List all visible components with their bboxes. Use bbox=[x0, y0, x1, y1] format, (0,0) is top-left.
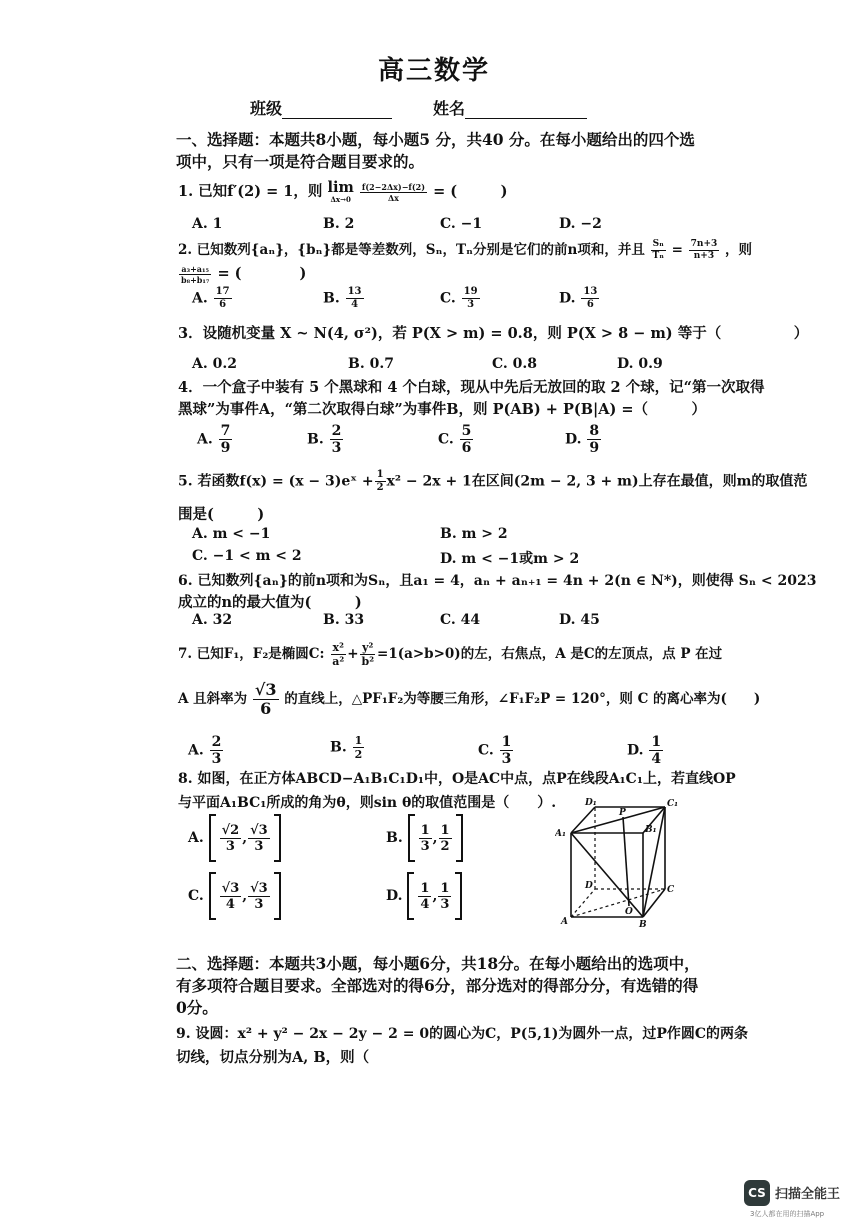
section2-heading: 二、选择题：本题共3小题，每小题6分，共18分。在每小题给出的选项中，有多项符合题目要求。全部选对的得6分，部分选对的得部分分，有选错的得0分。 bbox=[176, 954, 700, 1017]
label-o: O bbox=[625, 907, 633, 917]
q7-option-d[interactable]: D. $\frac{1}{4}$ bbox=[627, 734, 662, 767]
line-a1-b bbox=[571, 833, 643, 917]
q8-option-c[interactable]: C. $\frac{√3}{4}$ , $\frac{√3}{3}$ bbox=[188, 872, 281, 920]
watermark-subtitle: 3亿人都在用的扫描App bbox=[750, 1210, 825, 1218]
label-a1: A₁ bbox=[555, 829, 566, 839]
q6-option-a[interactable]: A. 32 bbox=[192, 612, 233, 628]
label-b: B bbox=[639, 920, 647, 928]
q4-option-b[interactable]: B. $\frac{2}{3}$ bbox=[307, 423, 342, 456]
q1-option-b[interactable]: B. 2 bbox=[323, 216, 355, 232]
q4-option-a[interactable]: A. $\frac{7}{9}$ bbox=[197, 423, 231, 456]
class-blank bbox=[282, 102, 392, 119]
question-1: 1. 已知f′(2) = 1，则 lim Δx→0 $\frac{f(2-2\Delta x)-f(2)}{\Delta x}$ = ( ) bbox=[178, 179, 508, 204]
question-8-line2: 与平面A₁BC₁所成的角为θ，则sin θ的取值范围是（ ）. bbox=[178, 795, 557, 811]
line-c1-b bbox=[643, 807, 665, 917]
q1-option-c[interactable]: C. −1 bbox=[440, 216, 483, 232]
q8-option-d[interactable]: D. $\frac{1}{4}$ , $\frac{1}{3}$ bbox=[386, 872, 462, 920]
question-5: 5. 若函数f(x) = (x − 3)eˣ + $\frac{1}{2}$ x² − 2x + 1在区间(2m − 2, 3 + m)上存在最值，则m的取值范 bbox=[178, 469, 808, 493]
question-2-line2: $\frac{\text{a₃+a₁₅}}{\text{b₈+b₁₇}}$ = ( ) bbox=[181, 263, 307, 285]
question-6-line2: 成立的n的最大值为( ) bbox=[178, 594, 362, 611]
q2-option-c[interactable]: C. $\frac{19}{3}$ bbox=[440, 286, 478, 310]
question-4-line2: 黑球”为事件A，“第二次取得白球”为事件B，则 P(AB) + P(B|A) =（ ） bbox=[178, 401, 707, 418]
q3-option-c[interactable]: C. 0.8 bbox=[492, 356, 538, 372]
cs-logo-icon: CS bbox=[744, 1180, 770, 1206]
question-6: 6. 已知数列{aₙ}的前n项和为Sₙ，且a₁ = 4，aₙ + aₙ₊₁ = 4n + 2(n ∈ N*)，则使得 Sₙ < 2023 bbox=[178, 573, 817, 589]
q5-option-b[interactable]: B. m > 2 bbox=[440, 526, 508, 542]
class-field bbox=[250, 96, 392, 119]
label-d: D bbox=[585, 881, 593, 891]
q7-option-b[interactable]: B. $\frac{1}{2}$ bbox=[330, 734, 363, 761]
label-b1: B₁ bbox=[645, 825, 657, 835]
q6-option-b[interactable]: B. 33 bbox=[323, 612, 365, 628]
q6-option-d[interactable]: D. 45 bbox=[559, 612, 600, 628]
question-7: 7. 已知F₁，F₂是椭圆C: $\frac{\text{x²}}{\text{a²}}$ + $\frac{\text{y²}}{\text{b²}}$ =1(a>b>0)的左，右焦点，A 是C的左顶点，点 P 在过 bbox=[178, 641, 723, 668]
label-p: P bbox=[619, 808, 626, 818]
q2-option-a[interactable]: A. $\frac{17}{6}$ bbox=[192, 286, 230, 310]
name-field bbox=[433, 96, 587, 119]
q4-option-c[interactable]: C. $\frac{5}{6}$ bbox=[438, 423, 472, 456]
question-8: 8. 如图，在正方体ABCD−A₁B₁C₁D₁中，O是AC中点，点P在线段A₁C₁上，若直线OP bbox=[178, 771, 736, 787]
q2-option-b[interactable]: B. $\frac{13}{4}$ bbox=[323, 286, 362, 310]
page-title: 高三数学 bbox=[377, 56, 490, 86]
q8-option-b[interactable]: B. $\frac{1}{3}$ , $\frac{1}{2}$ bbox=[386, 814, 463, 862]
line-o-p bbox=[623, 817, 629, 906]
q8-option-a[interactable]: A. $\frac{√2}{3}$ , $\frac{√3}{3}$ bbox=[188, 814, 281, 862]
q3-option-d[interactable]: D. 0.9 bbox=[617, 356, 663, 372]
q3-option-a[interactable]: A. 0.2 bbox=[192, 356, 237, 372]
q6-option-c[interactable]: C. 44 bbox=[440, 612, 481, 628]
q2-option-d[interactable]: D. $\frac{13}{6}$ bbox=[559, 286, 598, 310]
q3-option-b[interactable]: B. 0.7 bbox=[348, 356, 394, 372]
watermark-name: 扫描全能王 bbox=[775, 1187, 841, 1202]
question-4: 4．一个盒子中装有 5 个黑球和 4 个白球，现从中先后无放回的取 2 个球，记“第一次取得 bbox=[178, 379, 765, 396]
question-7-line2: A 且斜率为 $\frac{√3}{6}$ 的直线上，△PF₁F₂为等腰三角形，∠F₁F₂P = 120°，则 C 的离心率为( ) bbox=[178, 680, 761, 718]
label-d1: D₁ bbox=[585, 798, 597, 808]
name-label: 姓名 bbox=[433, 99, 466, 118]
q5-option-a[interactable]: A. m < −1 bbox=[192, 526, 271, 542]
label-a: A bbox=[561, 917, 568, 927]
q7-option-a[interactable]: A. $\frac{2}{3}$ bbox=[188, 734, 222, 767]
name-blank bbox=[465, 102, 587, 119]
question-9: 9. 设圆：x² + y² − 2x − 2y − 2 = 0的圆心为C，P(5,1)为圆外一点，过P作圆C的两条 bbox=[176, 1026, 749, 1042]
question-5-line2: 围是( ) bbox=[178, 506, 265, 523]
q7-option-c[interactable]: C. $\frac{1}{3}$ bbox=[478, 734, 512, 767]
cube-figure bbox=[555, 796, 685, 928]
section1-heading: 一、选择题：本题共8小题，每小题5 分，共40 分。在每小题给出的四个选项中，只有一项是符合题目要求的。 bbox=[176, 130, 695, 171]
question-2: 2. 已知数列{aₙ}，{bₙ}都是等差数列，Sₙ，Tₙ分别是它们的前n项和，并且 $\frac{\text{Sₙ}}{\text{Tₙ}}$ = $\frac{7n+3}{n+3}$ ，则 bbox=[178, 239, 752, 261]
class-label: 班级 bbox=[250, 99, 283, 118]
q5-option-d[interactable]: D. m < −1或m > 2 bbox=[440, 551, 580, 567]
label-c1: C₁ bbox=[667, 799, 679, 809]
question-9-line2: 切线，切点分别为A, B，则（ bbox=[176, 1049, 370, 1066]
hidden-line-a-c bbox=[571, 889, 665, 917]
q1-option-a[interactable]: A. 1 bbox=[192, 216, 223, 232]
label-c: C bbox=[667, 885, 675, 895]
q4-option-d[interactable]: D. $\frac{8}{9}$ bbox=[565, 423, 600, 456]
q1-option-d[interactable]: D. −2 bbox=[559, 216, 602, 232]
q5-option-c[interactable]: C. −1 < m < 2 bbox=[192, 548, 302, 564]
question-3: 3．设随机变量 X ~ N(4, σ²)，若 P(X > m) = 0.8，则 P(X > 8 − m) 等于（ ） bbox=[178, 325, 809, 342]
